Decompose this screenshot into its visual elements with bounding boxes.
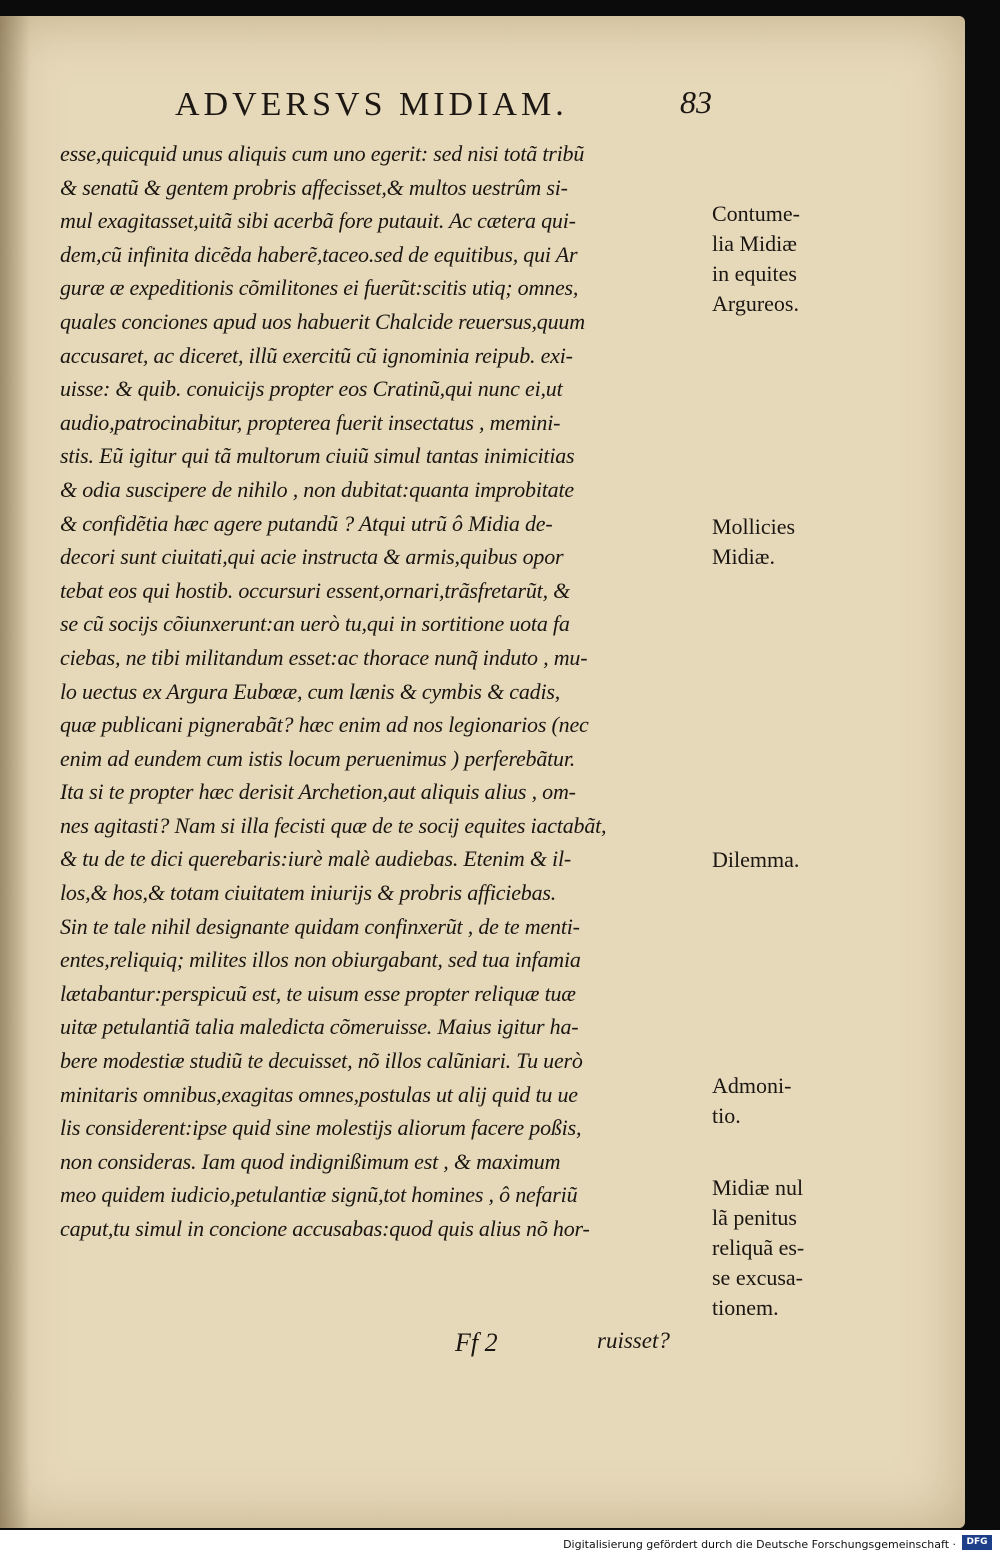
text-line: bere modestiæ studiũ te decuisset, nõ illos calũniari. Tu uerò (60, 1048, 583, 1074)
text-line: stis. Eũ igitur qui tã multorum ciuiũ simul tantas inimicitias (60, 443, 575, 469)
marginal-line: Midiæ nul (712, 1175, 804, 1200)
marginal-line: lã penitus (712, 1205, 797, 1230)
text-line: enim ad eundem cum istis locum peruenimus ) perferebãtur. (60, 745, 576, 771)
marginal-line: Mollicies (712, 514, 796, 539)
text-line: lis considerent:ipse quid sine molestijs aliorum facere poßis, (60, 1115, 582, 1141)
marginal-line: Contume- (712, 201, 800, 226)
marginal-note-mollicies (712, 512, 842, 572)
page-number: 83 (680, 84, 712, 120)
marginal-line: Dilemma. (712, 847, 800, 872)
text-line: & senatũ & gentem probris affecisset,& multos uestrûm si- (60, 174, 568, 200)
dfg-logo-icon: DFG (962, 1535, 992, 1550)
text-line: guræ æ expeditionis cõmilitones ei fuerũt:scitis utiq; omnes, (60, 275, 579, 301)
text-line: ciebas, ne tibi militandum esset:ac thorace nunq̃ induto , mu- (60, 644, 588, 670)
text-line: decori sunt ciuitati,qui acie instructa & armis,quibus opor (60, 544, 564, 570)
text-line: audio,patrocinabitur, propterea fuerit insectatus , memini- (60, 409, 561, 435)
text-line: accusaret, ac diceret, illũ exercitũ cũ ignominia reipub. exi- (60, 342, 573, 368)
text-line: esse,quicquid unus aliquis cum uno egerit: sed nisi totã tribũ (60, 141, 585, 166)
running-head: ADVERSVS MIDIAM. (175, 86, 568, 123)
text-line: Ita si te propter hæc derisit Archetion,aut aliquis alius , om- (60, 779, 576, 805)
book-page (0, 16, 965, 1528)
text-line: uisse: & quib. conuicijs propter eos Cratinũ,qui nunc ei,ut (60, 376, 563, 402)
text-line: mul exagitasset,uitã sibi acerbã fore putauit. Ac cætera qui- (60, 208, 576, 234)
marginal-line: reliquã es- (712, 1235, 805, 1260)
marginal-note-dilemma (712, 845, 842, 875)
text-line: nes agitasti? Nam si illa fecisti quæ de te socij equites iactabãt, (60, 812, 607, 838)
marginal-line: tio. (712, 1103, 741, 1128)
text-line: lo uectus ex Argura Eubœæ, cum lænis & cymbis & cadis, (60, 678, 561, 704)
marginal-note-contumelia (712, 199, 842, 319)
text-line: minitaris omnibus,exagitas omnes,postulas ut alij quid tu ue (60, 1081, 578, 1107)
page-gutter-shadow (0, 16, 30, 1528)
text-line: & tu de te dici querebaris:iurè malè audiebas. Etenim & il- (60, 846, 572, 872)
text-line: quales conciones apud uos habuerit Chalcide reuersus,quum (60, 308, 585, 334)
text-line: & odia suscipere de nihilo , non dubitat:quanta improbitate (60, 476, 574, 502)
marginal-note-admonitio (712, 1071, 842, 1131)
body-text (60, 137, 710, 1246)
text-line: lætabantur:perspicuũ est, te uisum esse propter reliquæ tuæ (60, 980, 576, 1006)
marginal-line: lia Midiæ (712, 231, 797, 256)
text-line: uitæ petulantiã talia maledicta cõmeruisse. Maius igitur ha- (60, 1014, 579, 1040)
text-line: entes,reliquiq; milites illos non obiurgabant, sed tua infamia (60, 947, 581, 973)
text-line: quæ publicani pignerabãt? hæc enim ad nos legionarios (nec (60, 712, 589, 738)
text-line: & confidẽtia hæc agere putandũ ? Atqui utrũ ô Midia de- (60, 510, 553, 536)
catchword: ruisset? (597, 1328, 670, 1353)
text-line: caput,tu simul in concione accusabas:quod quis alius nõ hor- (60, 1216, 590, 1241)
text-line: se cũ socijs cõiunxerunt:an uerò tu,qui in sortitione uota fa (60, 611, 570, 637)
text-line: meo quidem iudicio,petulantiæ signũ,tot homines , ô nefariũ (60, 1182, 578, 1208)
marginal-line: se excusa- (712, 1265, 804, 1290)
text-line: Sin te tale nihil designante quidam confinxerũt , de te menti- (60, 913, 580, 939)
text-line: non consideras. Iam quod indignißimum est , & maximum (60, 1148, 561, 1174)
marginal-note-excusatio (712, 1173, 842, 1323)
marginal-line: in equites (712, 261, 797, 286)
marginal-line: Admoni- (712, 1073, 792, 1098)
footer-credit: Digitalisierung gefördert durch die Deutsche Forschungsgemeinschaft · (563, 1538, 956, 1551)
text-line: tebat eos qui hostib. occursuri essent,ornari,trãsfretarũt, & (60, 577, 571, 603)
marginal-line: Argureos. (712, 291, 799, 316)
footer-strip (0, 1530, 1000, 1554)
marginal-line: Midiæ. (712, 544, 775, 569)
signature-mark: Ff 2 (455, 1328, 498, 1357)
text-line: dem,cũ infinita dicẽda haberẽ,taceo.sed de equitibus, qui Ar (60, 241, 578, 267)
marginal-line: tionem. (712, 1295, 779, 1320)
text-line: los,& hos,& totam ciuitatem iniurijs & probris afficiebas. (60, 880, 557, 906)
